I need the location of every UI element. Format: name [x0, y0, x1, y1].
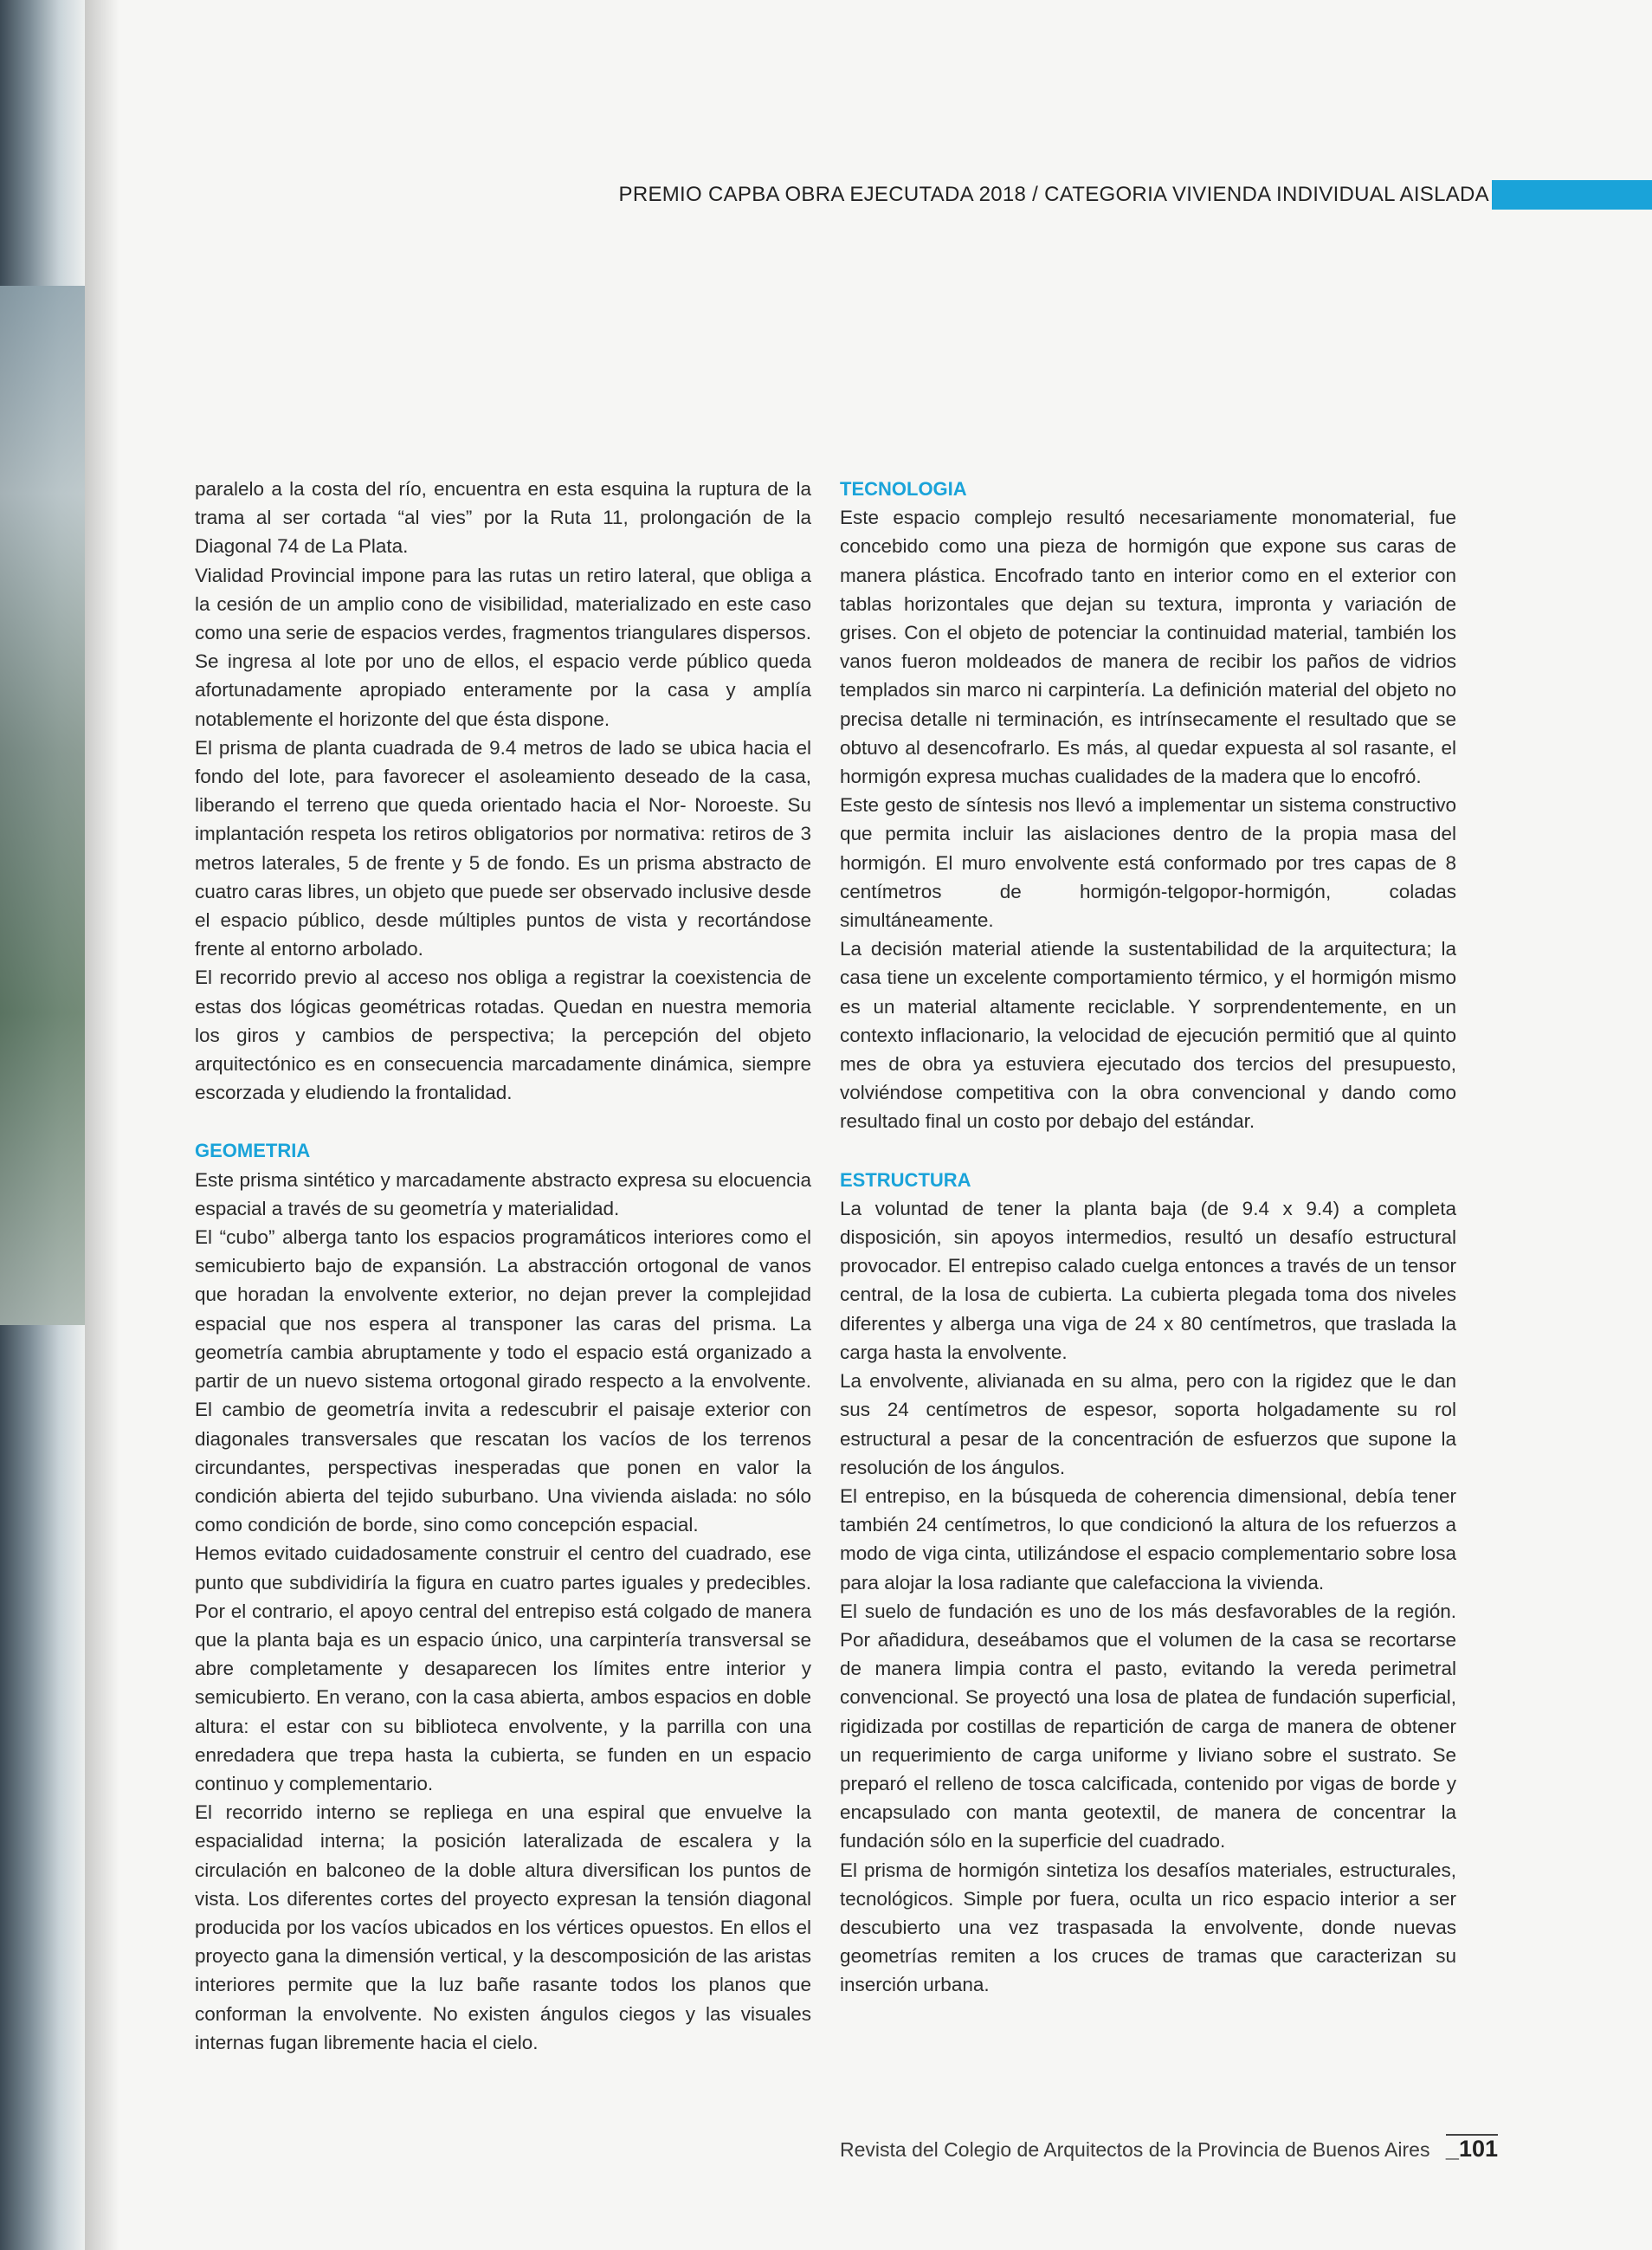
body-paragraph: La decisión material atiende la sustentabilidad de la arquitectura; la casa tiene un excelente comportamiento térmico, y el hormigón mismo es un material altamente reciclable. Y sorprendentemente, en un contexto inflacionario, la velocidad de ejecución permitió que al quinto mes de obra ya estuviera ejecutado dos tercios del presupuesto, volviéndose competitiva con la obra convencional y dando como resultado final un costo por debajo del estándar.	[840, 938, 1456, 1133]
body-paragraph: El prisma de hormigón sintetiza los desafíos materiales, estructurales, tecnológicos. Simple por fuera, oculta un rico espacio interior a ser descubierto una vez traspasada la envolvente, donde nuevas geometrías remiten a los cruces de tramas que caracterizan su inserción urbana.	[840, 1859, 1456, 1996]
body-paragraph: paralelo a la costa del río, encuentra en esta esquina la ruptura de la trama al ser cortada “al vies” por la Ruta 11, prolongación de la Diagonal 74 de La Plata.	[195, 478, 811, 558]
body-paragraph: El prisma de planta cuadrada de 9.4 metros de lado se ubica hacia el fondo del lote, para favorecer el asoleamiento deseado de la casa, liberando el terreno que queda orientado hacia el Nor- Noroeste. Su implantación respeta los retiros obligatorios por normativa: retiros de 3 metros laterales, 5 de frente y 5 de fondo. Es un prisma abstracto de cuatro caras libres, un objeto que puede ser observado inclusive desde el espacio público, desde múltiples puntos de vista y recortándose frente al entorno arbolado.	[195, 736, 811, 960]
section-heading-geometria: GEOMETRIA	[195, 1140, 311, 1162]
body-paragraph: Este gesto de síntesis nos llevó a implementar un sistema constructivo que permita incluir las aislaciones dentro de la propia masa del hormigón. El muro envolvente está conformado por tres capas de 8 centímetros de hormigón-telgopor-hormigón, coladas simultáneamente.	[840, 794, 1456, 932]
body-paragraph: Vialidad Provincial impone para las rutas un retiro lateral, que obliga a la cesión de un amplio cono de visibilidad, materializado en este caso como una serie de espacios verdes, fragmentos triangulares dispersos. Se ingresa al lote por uno de ellos, el espacio verde público queda afortunadamente apropiado enteramente por la casa y amplía notablemente el horizonte del que ésta dispone.	[195, 564, 811, 730]
page-number: _101	[1445, 2136, 1498, 2162]
body-paragraph: La voluntad de tener la planta baja (de 9.4 x 9.4) a completa disposición, sin apoyos intermedios, resultó un desafío estructural provocador. El entrepiso calado cuelga entonces a través de un tensor central, de la losa de cubierta. La cubierta plegada toma dos niveles diferentes y alberga una viga de 24 x 80 centímetros, que traslada la carga hasta la envolvente.	[840, 1197, 1456, 1363]
section-heading-tecnologia: TECNOLOGIA	[840, 478, 967, 500]
publication-name: Revista del Colegio de Arquitectos de la Provincia de Buenos Aires	[840, 2138, 1430, 2161]
body-paragraph: El recorrido interno se repliega en una espiral que envuelve la espacialidad interna; la posición lateralizada de escalera y la circulación en balconeo de la doble altura diversifican los puntos de vista. Los diferentes cortes del proyecto expresan la tensión diagonal producida por los vacíos ubicados en los vértices opuestos. En ellos el proyecto gana la dimensión vertical, y la descomposición de las aristas interiores permite que la luz bañe rasante todos los planos que conforman la envolvente. No existen ángulos ciegos y las visuales internas fugan libremente hacia el cielo.	[195, 1801, 811, 2053]
facing-page-photo	[0, 286, 85, 1325]
right-column	[840, 475, 1456, 2000]
facing-page-edge	[0, 0, 85, 2250]
body-paragraph: El “cubo” alberga tanto los espacios programáticos interiores como el semicubierto bajo de expansión. La abstracción ortogonal de vanos que horadan la envolvente exterior, no dejan prever la complejidad espacial que nos espera al transponer las caras del prisma. La geometría cambia abruptamente y todo el espacio está organizado a partir de un nuevo sistema ortogonal girado respecto a la envolvente. El cambio de geometría invita a redescubrir el paisaje exterior con diagonales transversales que rescatan los vacíos de los terrenos circundantes, perspectivas inesperadas que ponen en valor la condición abierta del tejido suburbano. Una vivienda aislada: no sólo como condición de borde, sino como concepción espacial.	[195, 1226, 811, 1536]
running-title: PREMIO CAPBA OBRA EJECUTADA 2018 / CATEGORIA VIVIENDA INDIVIDUAL AISLADA	[618, 183, 1489, 206]
running-header	[606, 178, 1489, 212]
page-footer	[779, 2132, 1498, 2167]
body-paragraph: El recorrido previo al acceso nos obliga a registrar la coexistencia de estas dos lógicas geométricas rotadas. Quedan en nuestra memoria los giros y cambios de perspectiva; la percepción del objeto arquitectónico es en consecuencia marcadamente dinámica, siempre escorzada y eludiendo la frontalidad.	[195, 967, 811, 1104]
left-column	[195, 475, 811, 2057]
body-paragraph: La envolvente, alivianada en su alma, pero con la rigidez que le dan sus 24 centímetros de espesor, soporta holgadamente su rol estructural a pesar de la concentración de esfuerzos que supone la resolución de los ángulos.	[840, 1370, 1456, 1478]
body-paragraph: El entrepiso, en la búsqueda de coherencia dimensional, debía tener también 24 centímetros, lo que condicionó la altura de los refuerzos a modo de viga cinta, utilizándose el espacio complementario sobre losa para alojar la losa radiante que calefacciona la vivienda.	[840, 1484, 1456, 1594]
body-paragraph: Este prisma sintético y marcadamente abstracto expresa su elocuencia espacial a través de su geometría y materialidad.	[195, 1168, 811, 1219]
accent-bar	[1492, 180, 1652, 210]
body-paragraph: Hemos evitado cuidadosamente construir el centro del cuadrado, ese punto que subdividiría la figura en cuatro partes iguales y predecibles. Por el contrario, el apoyo central del entrepiso está colgado de manera que la planta baja es un espacio único, una carpintería transversal se abre completamente y desaparecen los límites entre interior y semicubierto. En verano, con la casa abierta, ambos espacios en doble altura: el estar con su biblioteca envolvente, y la parrilla con una enredadera que trepa hasta la cubierta, se funden en un espacio continuo y complementario.	[195, 1542, 811, 1794]
gutter-shadow	[85, 0, 119, 2250]
body-paragraph: Este espacio complejo resultó necesariamente monomaterial, fue concebido como una pieza de hormigón que expone sus caras de manera plástica. Encofrado tanto en interior como en el exterior con tablas horizontales que dejan su textura, impronta y variación de grises. Con el objeto de potenciar la continuidad material, también los vanos fueron moldeados de manera de recibir los paños de vidrios templados sin marco ni carpintería. La definición material del objeto no precisa detalle ni terminación, es intrínsecamente el resultado que se obtuvo al desencofrarlo. Es más, al quedar expuesta al sol rasante, el hormigón expresa muchas cualidades de la madera que lo encofró.	[840, 507, 1456, 788]
body-paragraph: El suelo de fundación es uno de los más desfavorables de la región. Por añadidura, deseábamos que el volumen de la casa se recortarse de manera limpia contra el pasto, evitando la vereda perimetral convencional. Se proyectó una losa de platea de fundación superficial, rigidizada por costillas de repartición de carga de manera de obtener un requerimiento de carga uniforme y liviano sobre el sustrato. Se preparó el relleno de tosca calcificada, contenido por vigas de borde y encapsulado con manta geotextil, de manera de concentrar la fundación sólo en la superficie del cuadrado.	[840, 1600, 1456, 1852]
section-heading-estructura: ESTRUCTURA	[840, 1168, 971, 1191]
